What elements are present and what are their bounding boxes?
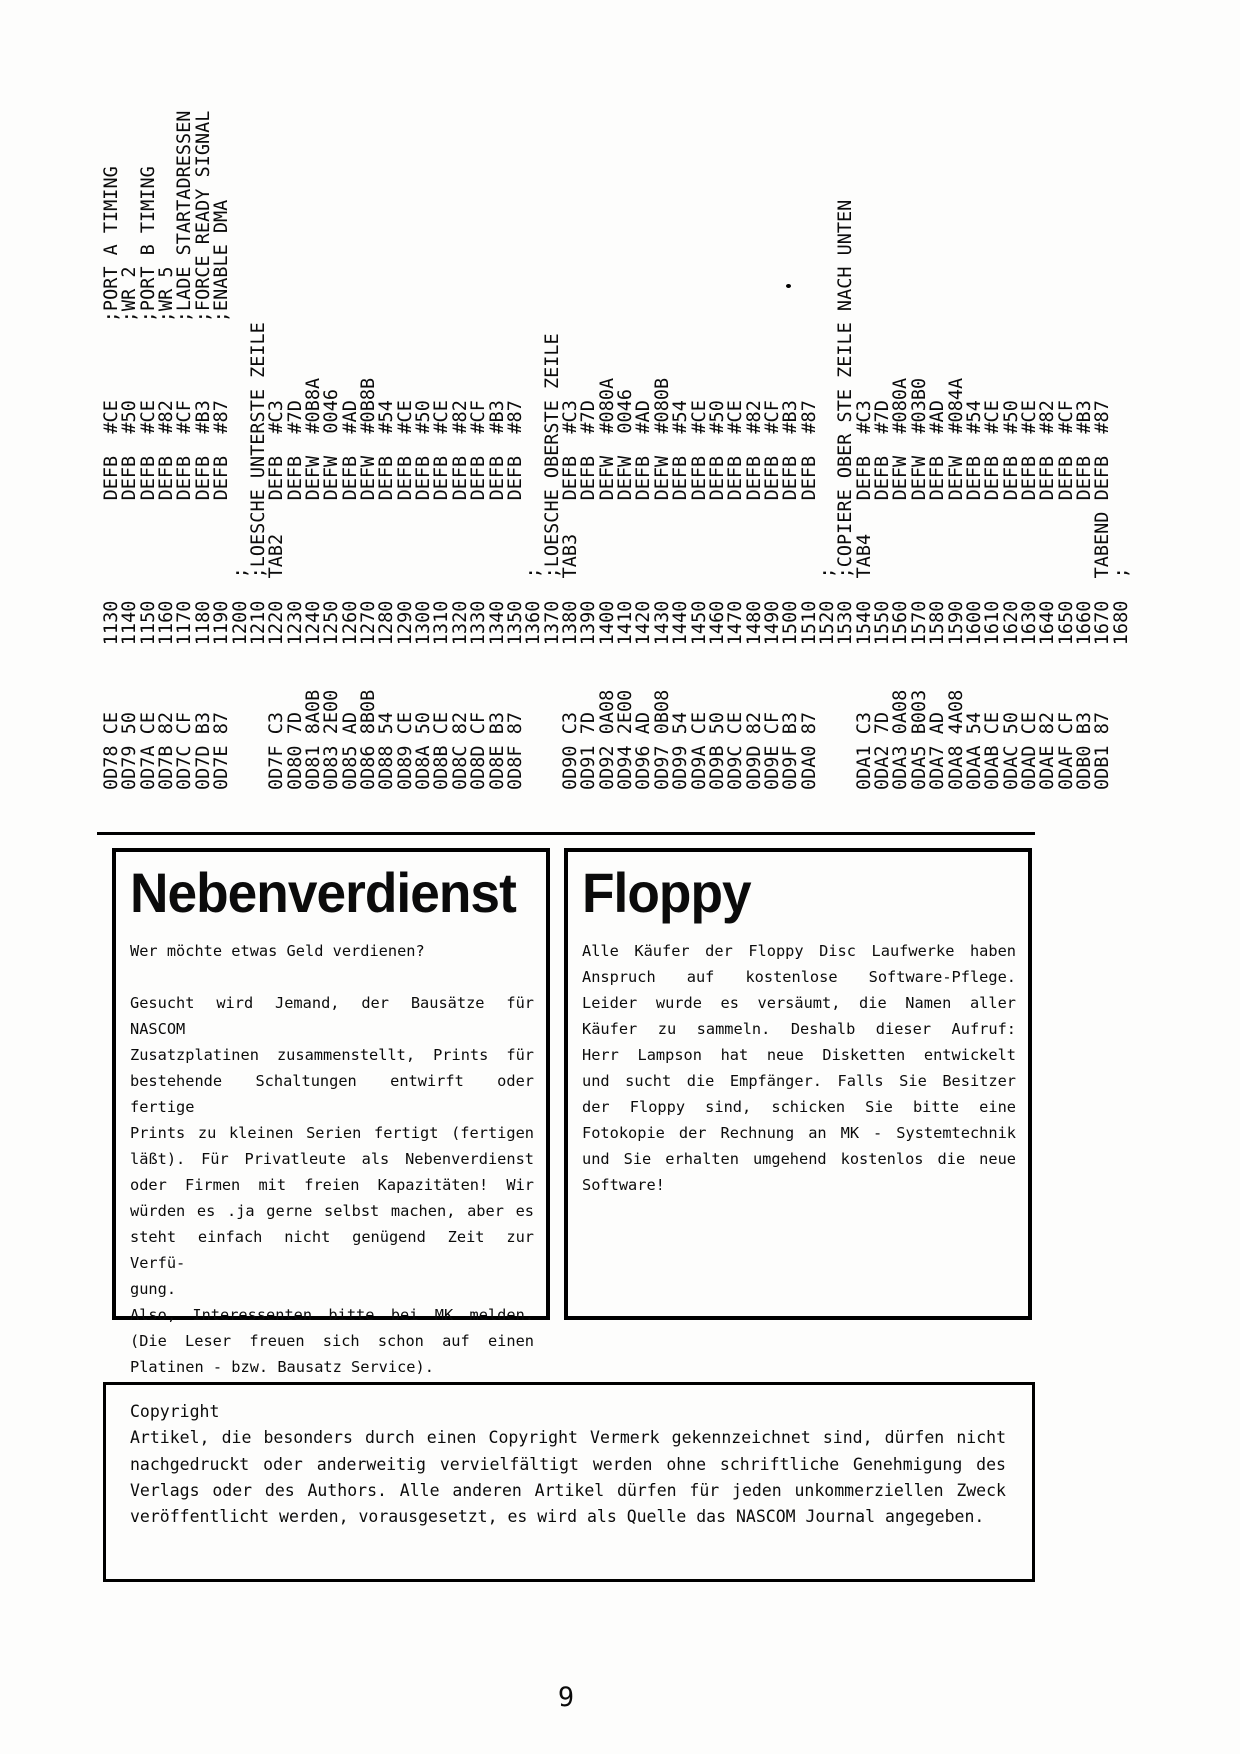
text-line: läßt). Für Privatleute als Nebenverdienst (130, 1150, 534, 1168)
listing-line: 0DA1 C3 1540 TAB4 DEFB #C3 (853, 322, 875, 790)
listing-line: 0D7F C3 1220 TAB2 DEFB #C3 (266, 322, 288, 790)
text-line: und sucht die Empfänger. Falls Sie Besitzer (582, 1072, 1016, 1090)
copyright-box (103, 1382, 1035, 1582)
listing-line: 0DA2 7D 1550 DEFB #7D (872, 322, 894, 790)
listing-line: 0D80 7D 1230 DEFB #7D (284, 322, 306, 790)
listing-line: 0DA7 AD 1580 DEFB #AD (927, 322, 949, 790)
listing-line: 0D83 2E00 1250 DEFW 0046 (321, 322, 343, 790)
listing-line: 0DB1 87 1670 TABEND DEFB #87 (1092, 322, 1114, 790)
article-body (130, 938, 534, 1380)
listing-line: 0D86 8B0B 1270 DEFW #0B8B (358, 322, 380, 790)
text-line: steht einfach nicht genügend Zeit zur Verfü- (130, 1228, 534, 1272)
listing-line: 0DAE 82 1640 DEFB #82 (1037, 322, 1059, 790)
listing-line: 0DAD CE 1630 DEFB #CE (1018, 322, 1040, 790)
article-title: Floppy (582, 861, 751, 924)
text-line: oder Firmen mit freien Kapazitäten! Wir (130, 1176, 534, 1194)
copyright-title: Copyright (130, 1402, 220, 1421)
listing-line: 0DA0 87 1510 DEFB #87 (798, 322, 820, 790)
text-line: veröffentlicht werden, vorausgesetzt, es wird als Quelle das NASCOM Journal angegeben. (130, 1507, 985, 1527)
article-floppy (564, 848, 1032, 1320)
listing-line: 0DAB CE 1610 DEFB #CE (982, 322, 1004, 790)
text-line: gung. (130, 1280, 177, 1298)
copyright-body (130, 1425, 1006, 1530)
listing-line: 0D7B 82 1160 DEFB #82 ;WR 5 (156, 266, 178, 790)
text-line: Platinen - bzw. Bausatz Service). (130, 1358, 434, 1376)
listing-line: 0D7A CE 1150 DEFB #CE ;PORT B TIMING (137, 166, 159, 790)
page-number: 9 (557, 1682, 575, 1713)
listing-line: 0D9D 82 1480 DEFB #82 (743, 322, 765, 790)
text-line: nachgedruckt oder anderweitig vervielfältigt werden ohne schriftliche Genehmigung des (130, 1454, 1006, 1474)
text-line: Leider wurde es versäumt, die Namen aller (582, 994, 1016, 1012)
listing-line: 1210 ;LOESCHE UNTERSTE ZEILE (247, 143, 269, 790)
listing-line: 0DA5 B003 1570 DEFW #03B0 (908, 322, 930, 790)
listing-line: 0DB0 B3 1660 DEFB #B3 (1074, 322, 1096, 790)
horizontal-rule (97, 832, 1035, 835)
text-line: Artikel, die besonders durch einen Copyright Vermerk gekennzeichnet sind, dürfen nicht (130, 1428, 1006, 1448)
listing-line: 0D90 C3 1380 TAB3 DEFB #C3 (559, 322, 581, 790)
listing-line: 0D97 0B08 1430 DEFW #080B (651, 322, 673, 790)
text-line: würden es .ja gerne selbst machen, aber es (130, 1202, 534, 1220)
listing-line: 0D9C CE 1470 DEFB #CE (725, 322, 747, 790)
listing-line: 0D79 50 1140 DEFB #50 ;WR 2 (119, 266, 141, 790)
scan-dot-artifact (786, 284, 791, 288)
text-line: Anspruch auf kostenlose Software-Pflege. (582, 968, 1016, 986)
listing-line: 0D8E B3 1340 DEFB #B3 (486, 322, 508, 790)
listing-line: 1370 ;LOESCHE OBERSTE ZEILE (541, 155, 563, 790)
listing-line: 0DA3 0A08 1560 DEFW #080A (890, 322, 912, 790)
text-line: bestehende Schaltungen entwirft oder fertige (130, 1072, 534, 1116)
listing-line: 1200 ; (229, 322, 251, 790)
text-line: Herr Lampson hat neue Disketten entwickelt (582, 1046, 1016, 1064)
listing-line: 0D8C 82 1320 DEFB #82 (449, 322, 471, 790)
listing-line: 0DAA 54 1600 DEFB #54 (963, 322, 985, 790)
text-line: (Die Leser freuen sich schon auf einen (130, 1332, 534, 1350)
text-line: Software! (582, 1176, 665, 1194)
text-line: und Sie erhalten umgehend kostenlos die neue (582, 1150, 1016, 1168)
listing-line: 0D88 54 1280 DEFB #54 (376, 322, 398, 790)
listing-line: 0D91 7D 1390 DEFB #7D (578, 322, 600, 790)
listing-line: 0DAF CF 1650 DEFB #CF (1055, 322, 1077, 790)
listing-line: 1680 ; (1110, 322, 1132, 790)
listing-line: 0D9B 50 1460 DEFB #50 (706, 322, 728, 790)
listing-line: 0D7C CF 1170 DEFB #CF ;LADE STARTADRESSEN (174, 110, 196, 790)
listing-line: 1530 ;COPIERE OBER STE ZEILE NACH UNTEN (835, 21, 857, 790)
text-line: der Floppy sind, schicken Sie bitte eine (582, 1098, 1016, 1116)
listing-line: 0D94 2E00 1410 DEFW 0046 (615, 322, 637, 790)
assembly-listing (101, 21, 1132, 790)
listing-line: 0D9F B3 1500 DEFB #B3 (780, 322, 802, 790)
listing-line: 0D96 AD 1420 DEFB #AD (633, 322, 655, 790)
listing-line: 0D8F 87 1350 DEFB #87 (504, 322, 526, 790)
listing-line: 1520 ; (817, 322, 839, 790)
article-body (582, 938, 1016, 1198)
article-title: Nebenverdienst (130, 861, 516, 924)
listing-line: 0D92 0A08 1400 DEFW #080A (596, 322, 618, 790)
text-line: Wer möchte etwas Geld verdienen? (130, 942, 425, 960)
listing-line: 0D99 54 1440 DEFB #54 (670, 322, 692, 790)
listing-line: 0D8A 50 1300 DEFB #50 (413, 322, 435, 790)
listing-line: 0D8D CF 1330 DEFB #CF (468, 322, 490, 790)
text-line (130, 964, 534, 990)
listing-line: 0D7D B3 1180 DEFB #B3 ;FORCE READY SIGNAL (192, 110, 214, 790)
text-line: Zusatzplatinen zusammenstellt, Prints für (130, 1046, 534, 1064)
listing-line: 0D81 8A0B 1240 DEFW #0B8A (302, 322, 324, 790)
text-line: Käufer zu sammeln. Deshalb dieser Aufruf: (582, 1020, 1016, 1038)
listing-line: 0DAC 50 1620 DEFB #50 (1000, 322, 1022, 790)
listing-line: 0D8B CE 1310 DEFB #CE (431, 322, 453, 790)
listing-line: 0D85 AD 1260 DEFB #AD (339, 322, 361, 790)
listing-line: 0D78 CE 1130 DEFB #CE ;PORT A TIMING (101, 166, 122, 790)
listing-line: 0D7E 87 1190 DEFB #87 ;ENABLE DMA (211, 199, 233, 790)
listing-line: 0D89 CE 1290 DEFB #CE (394, 322, 416, 790)
text-line: Prints zu kleinen Serien fertigt (fertigen (130, 1124, 534, 1142)
text-line: Alle Käufer der Floppy Disc Laufwerke haben (582, 942, 1016, 960)
listing-line: 0DA8 4A08 1590 DEFW #084A (945, 322, 967, 790)
listing-line: 1360 ; (523, 322, 545, 790)
text-line: Verlags oder des Authors. Alle anderen Artikel dürfen für jeden unkommerziellen Zweck (130, 1480, 1006, 1500)
article-nebenverdienst (112, 848, 550, 1376)
listing-line: 0D9A CE 1450 DEFB #CE (688, 322, 710, 790)
text-line: Fotokopie der Rechnung an MK - Systemtechnik (582, 1124, 1016, 1142)
text-line: Gesucht wird Jemand, der Bausätze für NASCOM (130, 994, 534, 1038)
text-line: Also, Interessenten bitte bei MK melden. (130, 1306, 534, 1324)
listing-line: 0D9E CF 1490 DEFB #CF (761, 322, 783, 790)
